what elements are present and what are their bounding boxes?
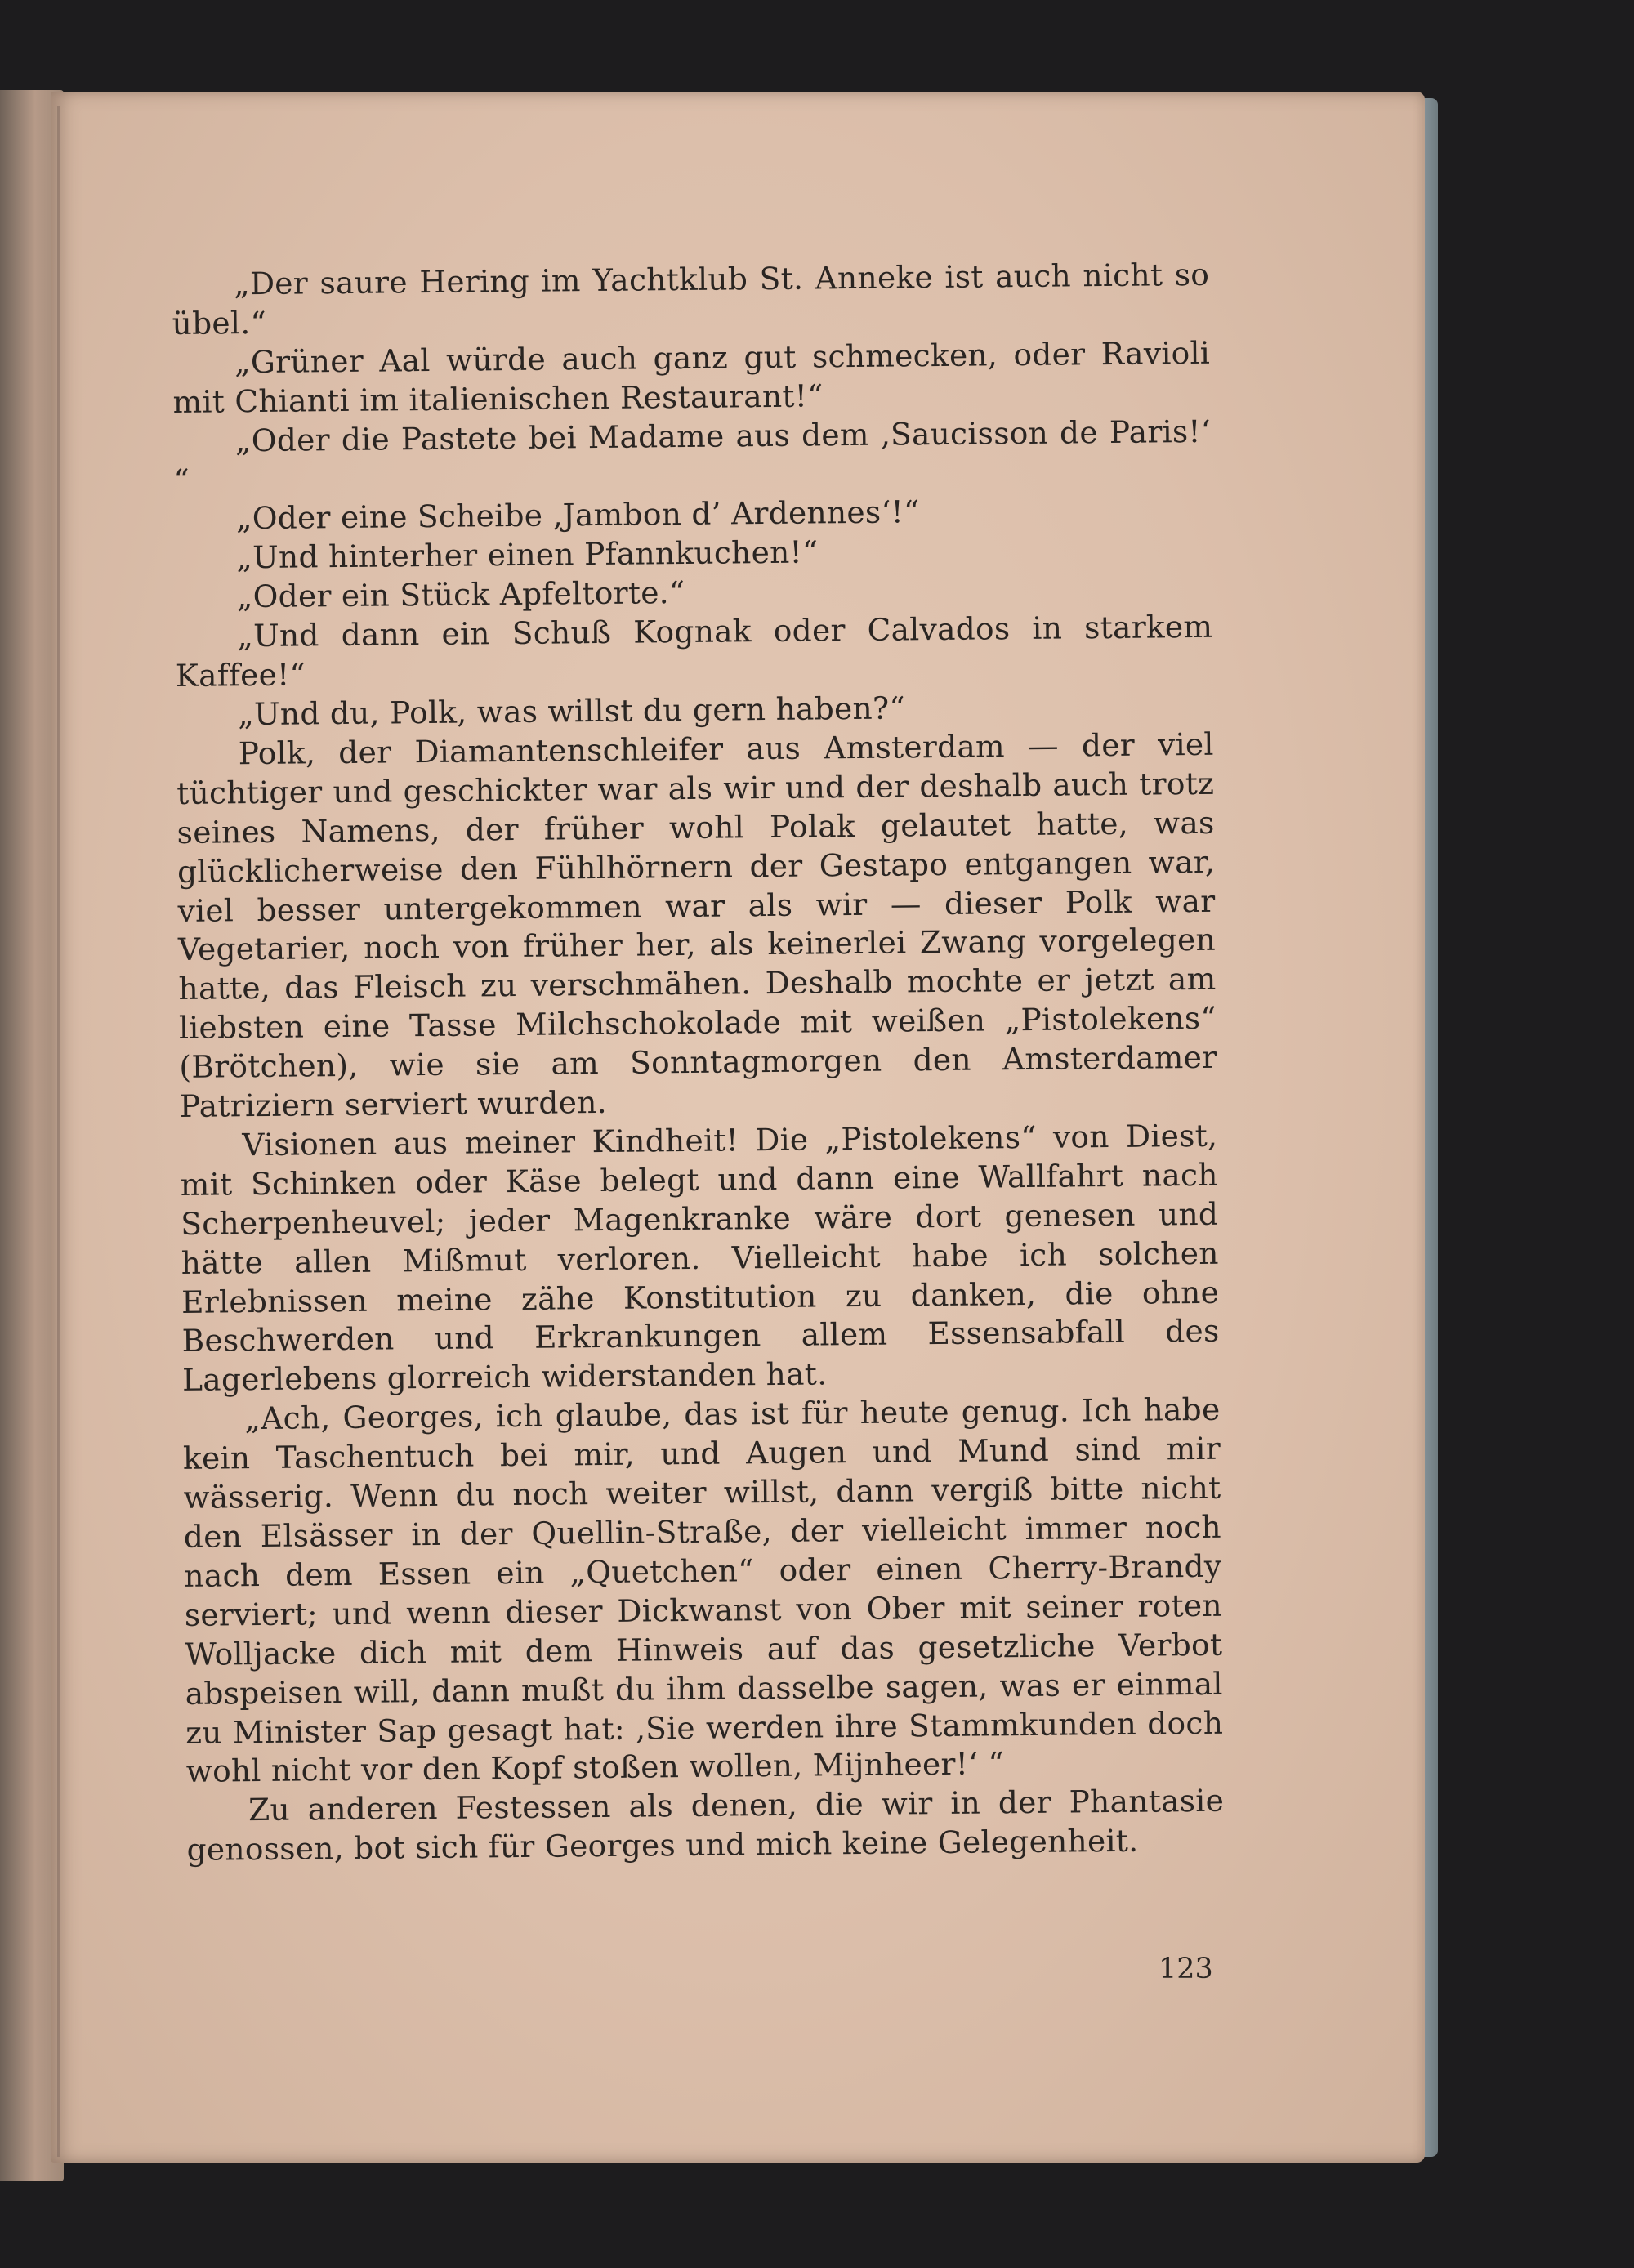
- page-number: 123: [1159, 1953, 1213, 1985]
- paragraph: „Und dann ein Schuß Kognak oder Calvados in starkem Kaffee!“: [175, 608, 1213, 694]
- paragraph: „Oder eine Scheibe ‚Jambon d’ Ardennes‘!“: [235, 493, 920, 537]
- body-text: [172, 256, 1225, 1870]
- paragraph: „Oder ein Stück Apfeltorte.“: [236, 574, 685, 615]
- paragraph: „Und hinterher einen Pfannkuchen!“: [236, 534, 819, 576]
- paragraph: „Und du, Polk, was willst du gern haben?“: [238, 690, 906, 733]
- paragraph: „Oder die Pastete bei Madame aus dem ‚Saucisson de Paris!‘ “: [173, 413, 1212, 498]
- paragraph: „Ach, Georges, ich glaube, das ist für heute genug. Ich habe kein Taschentuch bei mir, und Augen und Mund sind mir wässerig. Wenn du noch weiter willst, dann vergiß bitte nicht den Elsässer in der Quellin-Straße, der vielleicht immer noch nach dem Essen ein „Quetchen“ oder einen Cherry-Brandy serviert; und wenn dieser Dickwanst von Ober mit seiner roten Wolljacke dich mit dem Hinweis auf das gesetzliche Verbot abspeisen will, dann mußt du ihm dasselbe sagen, was er einmal zu Minister Sap gesagt hat: ‚Sie werden ihre Stammkunden doch wohl nicht vor den Kopf stoßen wollen, Mijnheer!‘ “: [182, 1391, 1224, 1790]
- page-gutter: [57, 106, 60, 2157]
- paragraph: Polk, der Diamantenschleifer aus Amsterdam — der viel tüchtiger und geschickter war als wir und der deshalb auch trotz seines Namens, der früher wohl Polak gelautet hatte, was glücklicherweise den Fühlhörnern der Gestapo entgangen war, viel besser untergekommen war als wir — dieser Polk war Vegetarier, noch von früher her, als keinerlei Zwang vorgelegen hatte, das Fleisch zu verschmähen. Deshalb mochte er jetzt am liebsten eine Tasse Milchschokolade mit weißen „Pistolekens“ (Brötchen), wie sie am Sonntagmorgen den Amsterdamer Patriziern serviert wurden.: [176, 725, 1217, 1124]
- paragraph: Zu anderen Festessen als denen, die wir in der Phantasie genossen, bot sich für Georges und mich keine Gelegenheit.: [186, 1783, 1225, 1868]
- paragraph: „Der saure Hering im Yachtklub St. Anneke ist auch nicht so übel.“: [172, 256, 1210, 342]
- paragraph: „Grüner Aal würde auch ganz gut schmecken, oder Ravioli mit Chianti im italienischen Restaurant!“: [172, 334, 1211, 420]
- paragraph: Visionen aus meiner Kindheit! Die „Pistolekens“ von Diest, mit Schinken oder Käse belegt und dann eine Wallfahrt nach Scherpenheuvel; jeder Magenkranke wäre dort genesen und hätte allen Mißmut verloren. Vielleicht habe ich solchen Erlebnissen meine zähe Konstitution zu danken, die ohne Beschwerden und Erkrankungen allem Essensabfall des Lagerlebens glorreich widerstanden hat.: [180, 1117, 1220, 1399]
